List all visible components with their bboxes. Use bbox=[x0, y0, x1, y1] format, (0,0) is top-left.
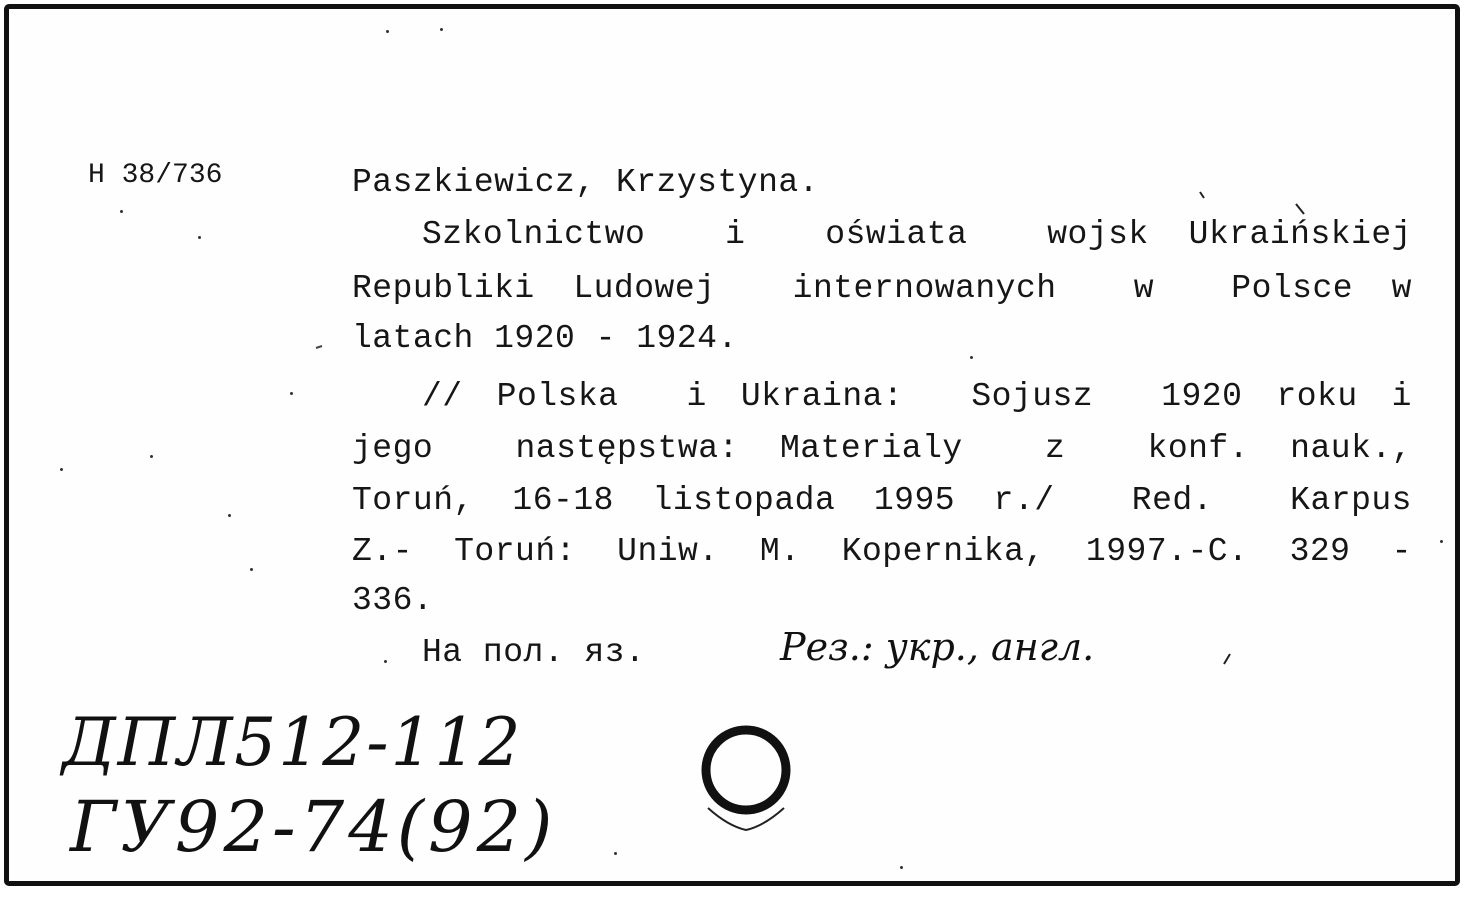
speck bbox=[1440, 540, 1443, 543]
speck bbox=[970, 356, 973, 359]
speck bbox=[384, 660, 387, 663]
handwritten-code-1: ДПЛ512-112 bbox=[62, 704, 523, 781]
speck bbox=[614, 852, 617, 855]
speck bbox=[440, 28, 443, 31]
pen-mark bbox=[1200, 192, 1204, 198]
pen-mark bbox=[1296, 204, 1304, 214]
author: Paszkiewicz, Krzystyna. bbox=[352, 164, 819, 201]
speck bbox=[120, 210, 123, 213]
pen-mark bbox=[316, 346, 322, 348]
source-line-5: 336. bbox=[352, 582, 434, 619]
source-line-3: Toruń, 16-18 listopada 1995 r./ Red. Karpus bbox=[352, 482, 1412, 519]
speck bbox=[290, 392, 293, 395]
language-note: На пол. яз. bbox=[422, 634, 646, 671]
title-line-2: Republiki Ludowej internowanych w Polsce w bbox=[352, 270, 1412, 307]
title-line-3: latach 1920 - 1924. bbox=[352, 320, 738, 357]
handwritten-code-2: ГУ92-74(92) bbox=[70, 786, 557, 868]
speck bbox=[228, 514, 231, 517]
speck bbox=[60, 468, 63, 471]
speck bbox=[250, 568, 253, 571]
pen-mark bbox=[1224, 654, 1230, 664]
call-number: H 38/736 bbox=[88, 160, 223, 191]
speck bbox=[386, 30, 389, 33]
source-line-4: Z.- Toruń: Uniw. M. Kopernika, 1997.-C. 329 - bbox=[352, 533, 1412, 570]
speck bbox=[150, 455, 153, 458]
source-line-2: jego następstwa: Materialy z konf. nauk., bbox=[352, 430, 1412, 467]
title-line-1: Szkolnictwo i oświata wojsk Ukraińskiej bbox=[422, 216, 1412, 253]
handwritten-resume-note: Рез.: укр., англ. bbox=[780, 625, 1095, 669]
speck bbox=[900, 866, 903, 869]
speck bbox=[198, 236, 201, 239]
stamp-circle bbox=[706, 730, 786, 810]
source-line-1: // Polska i Ukraina: Sojusz 1920 roku i bbox=[422, 378, 1412, 415]
